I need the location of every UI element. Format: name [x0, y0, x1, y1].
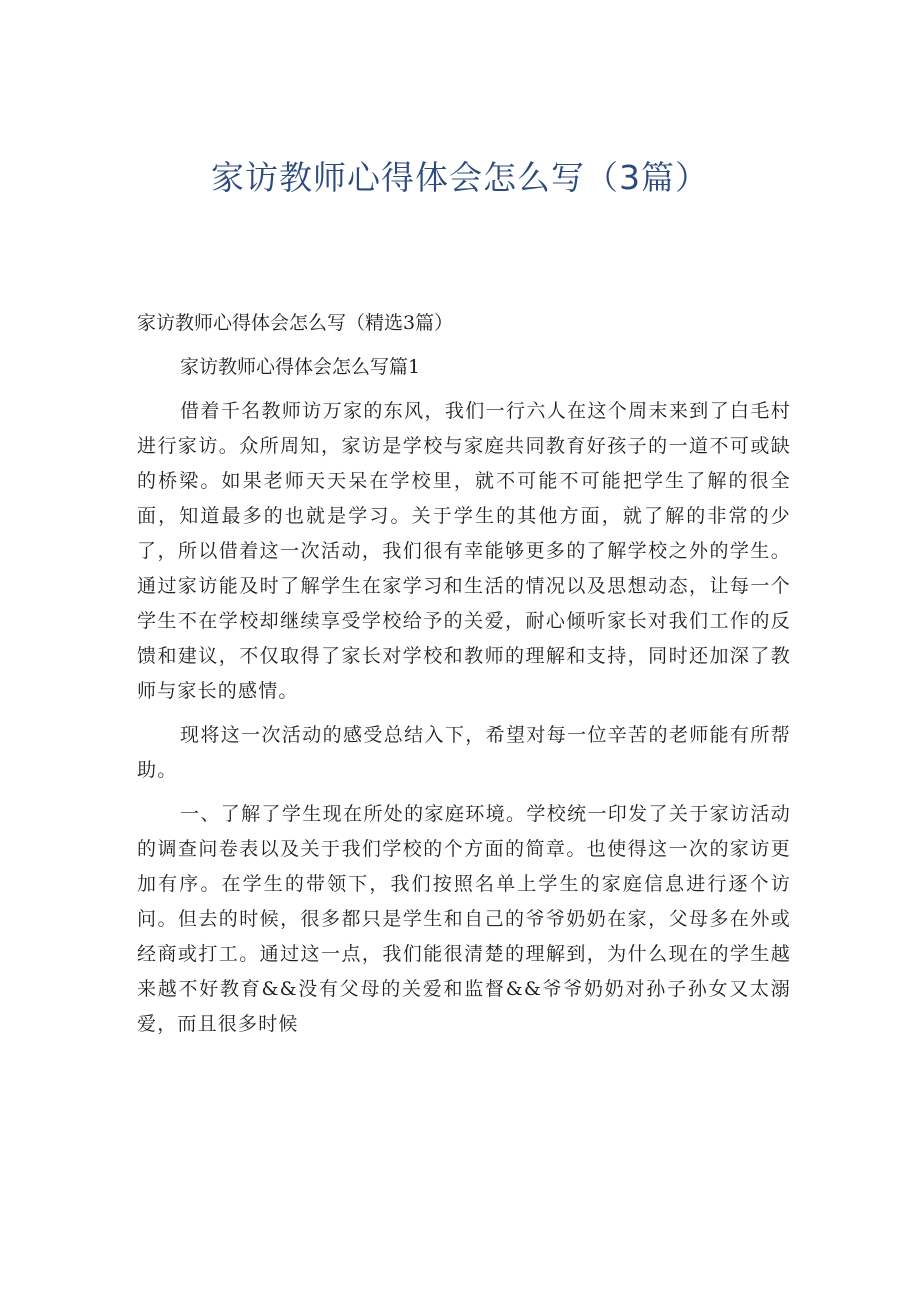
paragraph: 一、了解了学生现在所处的家庭环境。学校统一印发了关于家访活动的调查问卷表以及关于我们学校的个方面的简章。也使得这一次的家访更加有序。在学生的带领下，我们按照名单上学生的家庭信息进行逐个访问。但去的时候，很多都只是学生和自己的爷爷奶奶在家，父母多在外或经商或打工。通过这一点，我们能很清楚的理解到，为什么现在的学生越来越不好教育&&没有父母的关爱和监督&&爷爷奶奶对孙子孙女又太溺爱，而且很多时候 [137, 803, 791, 1035]
document-body [137, 306, 791, 1051]
section-heading: 家访教师心得体会怎么写篇1 [180, 356, 421, 378]
document-title: 家访教师心得体会怎么写（3篇） [211, 158, 709, 197]
paragraph: 借着千名教师访万家的东风，我们一行六人在这个周末来到了白毛村进行家访。众所周知，家访是学校与家庭共同教育好孩子的一道不可或缺的桥梁。如果老师天天呆在学校里，就不可能不可能把学生了解的很全面，知道最多的也就是学习。关于学生的其他方面，就了解的非常的少了，所以借着这一次活动，我们很有幸能够更多的了解学校之外的学生。通过家访能及时了解学生在家学习和生活的情况以及思想动态，让每一个学生不在学校却继续享受学校给予的关爱，耐心倾听家长对我们工作的反馈和建议，不仅取得了家长对学校和教师的理解和支持，同时还加深了教师与家长的感情。 [137, 400, 791, 702]
paragraph: 现将这一次活动的感受总结入下，希望对每一位辛苦的老师能有所帮助。 [137, 724, 791, 781]
document-subtitle: 家访教师心得体会怎么写（精选3篇） [137, 312, 454, 334]
